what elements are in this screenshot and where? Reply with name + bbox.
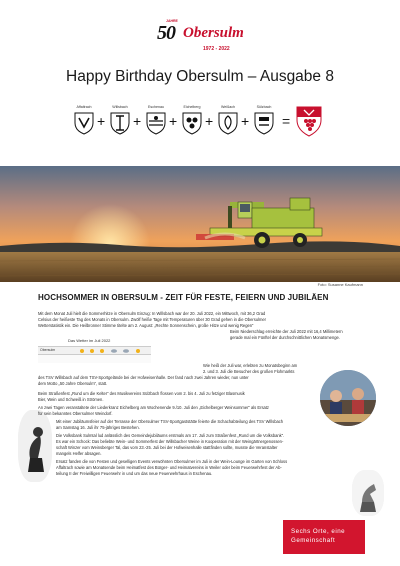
crest-label: Eichelberg	[183, 105, 201, 109]
paragraph-line: Mit einer Jubiläumsfeier auf der Terrasse der Obersulmer TSV-Sportgaststätte feierte die Schachabteilung des TSV Willsbach	[56, 419, 284, 424]
equals-icon: =	[282, 113, 291, 129]
photo-credit: Foto: Susanne Kaufmann	[317, 282, 363, 287]
crest-label: Eschenau	[148, 105, 164, 109]
shield-icon	[145, 111, 167, 135]
paragraph-line: Beim Niederschlag erreichte der Juli 2022 mit 16,4 Millimetern	[230, 329, 343, 334]
slogan-line-2: Gemeinschaft	[291, 536, 336, 544]
paragraph-line: Ersatz fanden die von Festen und geselligen Events verwöhnten Obersulmer im Juli in der Wein-Lounge im Garten von Schloss	[56, 459, 288, 464]
plus-icon: +	[241, 113, 250, 129]
plus-icon: +	[205, 113, 214, 129]
shield-icon	[217, 111, 239, 135]
weather-title: Das Wetter im Juli 2022	[68, 338, 111, 343]
shield-icon	[109, 111, 131, 135]
slogan-line-1: Sechs Orte, eine	[291, 528, 346, 535]
article-headline: HOCHSOMMER IN OBERSULM - ZEIT FÜR FESTE, FEIERN UND JUBILÄEN	[38, 293, 329, 302]
plus-icon: +	[97, 113, 106, 129]
crest-affaltrach	[72, 105, 96, 135]
paragraph-line: Wie heiß der Juli war, erlebten zu Monatsbeginn am	[203, 363, 298, 368]
paragraph-line: Affaltrach sowie am Monatsende beim Heimatfest des Bürger- und Heimatvereins in Weiler oder beim Feuerwehrfest der Ab-	[56, 465, 282, 470]
slogan-box	[283, 520, 365, 554]
paragraph-line: Beim Straßenfest „Rund um die Kelter“ des Musikvereins Sülzbach flossen vom 2. bis 4. Juli zu fetziger Blasmusik	[38, 391, 245, 396]
shield-icon	[73, 111, 95, 135]
crest-suelzbach	[252, 105, 276, 135]
paragraph-line: teilung II der Freiwilligen Feuerwehr in und um das neue Feuerwehrhaus in Eschenau.	[56, 471, 213, 476]
shield-icon	[253, 111, 275, 135]
crest-label: Affaltrach	[76, 105, 92, 109]
paragraph-line: des TSV Willsbach auf dem TSV-Sportgelände bei der Hofweisenhalle. Der fand nach zwei Jahren wieder, nun unter	[38, 375, 249, 380]
crest-willsbach	[108, 105, 132, 135]
paragraph-line: Mit dem Monat Juli hielt die Sommerhitze in Obersulm Einzug: In Willsbach war der 20. Juli 2022, ein Mittwoch, mit 36,2 Grad	[38, 311, 266, 316]
combine-harvester-photo	[0, 166, 400, 282]
crest-eschenau	[144, 105, 168, 135]
logo-number: 50	[157, 22, 175, 44]
chess-knight-photo	[352, 470, 384, 516]
slogan-text	[291, 528, 345, 545]
paragraph-line: Bier, Wein und Schweiß in Strömen.	[38, 397, 104, 402]
crest-weissach	[216, 105, 240, 135]
paragraph-line: gerade mal ein Fünftel der durchschnittlichen Monatsmenge.	[230, 335, 340, 340]
page-title: Happy Birthday Obersulm – Ausgabe 8	[66, 68, 334, 85]
obersulm-50-logo	[157, 19, 253, 58]
paragraph-line: Es war ein Schock: Das beliebte Wein- und Sommerfest der Willsbacher Weine in Kooperation mit der Weingärtnergenossen-	[56, 439, 284, 444]
plus-icon: +	[169, 113, 178, 129]
paragraph-line: An zwei Tagen veranstaltete der Liederkranz Eichelberg am Wochenende 9./10. Juli den „Eichelberger Weinsommer“ als Ersatz	[38, 405, 269, 410]
paragraph-line: mangels Helfer absagen.	[56, 451, 102, 456]
crest-label: Sülzbach	[256, 105, 272, 109]
crest-eichelberg	[180, 105, 204, 135]
flohmarkt-photo	[320, 370, 376, 426]
paragraph-line: schaft Winzer vom Weinsberger Tal, das vom 23.-25. Juli bei der Hofweisenhalle stattfinden sollte, musste die Veranstalter	[56, 445, 278, 450]
obersulm-coat-of-arms-icon	[296, 106, 322, 138]
paragraph-line: Die Volksbank Sulmtal lud anlässlich des Gemeindejubiläums erstmals am 17. Juli zum Straßenfest „Rund um die Volksbank“.	[56, 433, 285, 438]
paragraph-line: Wetterstatistik ein. Die Heilbronner Stimme titelte am 2. August: „Rechte Sonnenschein, große Hitze und wenig Regen“	[38, 323, 254, 328]
crest-label: Weißach	[220, 105, 236, 109]
paragraph-line: für sein bekanntes Obersulmer Weindorf.	[38, 411, 113, 416]
logo-jahre: JAHRE	[166, 19, 178, 23]
shield-icon	[181, 111, 203, 135]
crest-label: Willsbach	[112, 105, 128, 109]
logo-years: 1972 - 2022	[203, 46, 230, 52]
paragraph-line: Celsius der heißeste Tag des Monats in Obersulm. Zwölf heiße Tage mit Temperaturen über 30 Grad gehen in die Obersulmer	[38, 317, 266, 322]
weather-place: Obersulm	[40, 348, 56, 352]
paragraph-line: dem Motto „50 Jahre Obersulm“, statt.	[38, 381, 108, 386]
chess-piece-photo	[18, 410, 52, 482]
weather-row	[38, 354, 151, 363]
paragraph-line: am Samstag 16. Juli ihr 75-jähriges Bestehen.	[56, 425, 140, 430]
logo-brand: Obersulm	[183, 25, 244, 41]
weather-widget	[38, 338, 151, 366]
plus-icon: +	[133, 113, 142, 129]
paragraph-line: 2. und 3. Juli die Besucher des großen Flohmarkts	[203, 369, 295, 374]
